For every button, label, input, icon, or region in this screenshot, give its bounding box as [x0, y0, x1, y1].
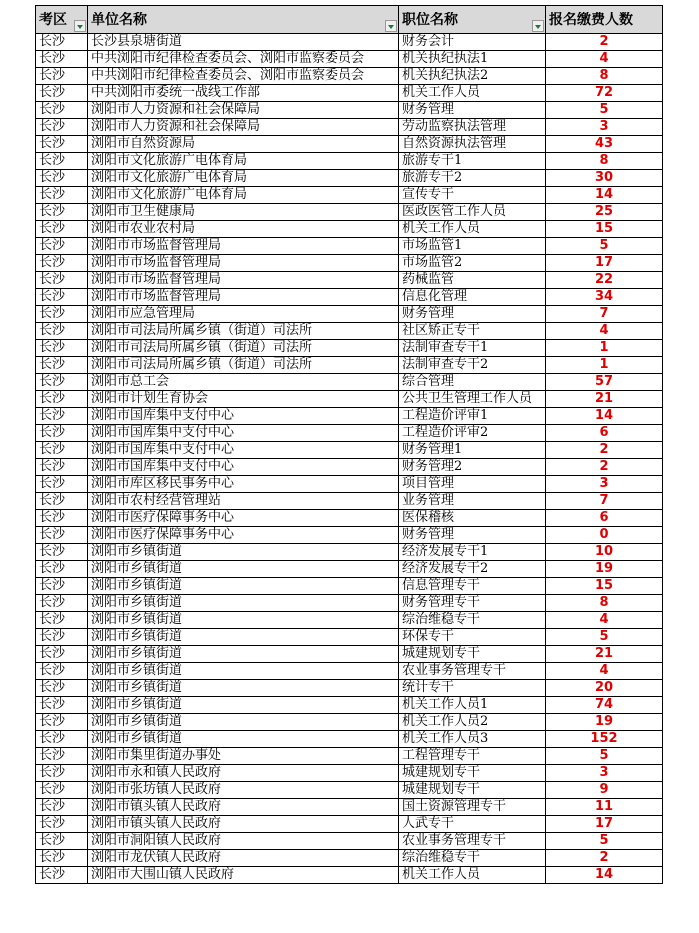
unit-cell: 浏阳市国库集中支付中心 — [88, 442, 399, 459]
position-cell: 财务管理2 — [399, 459, 546, 476]
count-cell: 17 — [546, 816, 663, 833]
table-row — [36, 510, 663, 527]
count-cell: 1 — [546, 357, 663, 374]
position-cell: 人武专干 — [399, 816, 546, 833]
district-cell: 长沙 — [36, 459, 88, 476]
unit-cell: 浏阳市自然资源局 — [88, 136, 399, 153]
unit-cell: 浏阳市司法局所属乡镇（街道）司法所 — [88, 323, 399, 340]
position-cell: 国土资源管理专干 — [399, 799, 546, 816]
unit-cell: 浏阳市国库集中支付中心 — [88, 425, 399, 442]
count-cell: 15 — [546, 578, 663, 595]
position-cell: 公共卫生管理工作人员 — [399, 391, 546, 408]
position-cell: 机关工作人员 — [399, 867, 546, 884]
table-row — [36, 561, 663, 578]
table-row — [36, 578, 663, 595]
position-cell: 项目管理 — [399, 476, 546, 493]
position-cell: 旅游专干2 — [399, 170, 546, 187]
filter-dropdown-icon[interactable] — [74, 20, 86, 32]
unit-cell: 浏阳市乡镇街道 — [88, 629, 399, 646]
count-cell: 2 — [546, 34, 663, 51]
header-unit — [88, 6, 399, 34]
unit-cell: 中共浏阳市纪律检查委员会、浏阳市监察委员会 — [88, 68, 399, 85]
unit-cell: 浏阳市农业农村局 — [88, 221, 399, 238]
count-cell: 74 — [546, 697, 663, 714]
filter-dropdown-icon[interactable] — [532, 20, 544, 32]
unit-cell: 浏阳市应急管理局 — [88, 306, 399, 323]
table-row — [36, 493, 663, 510]
position-cell: 农业事务管理专干 — [399, 663, 546, 680]
district-cell: 长沙 — [36, 629, 88, 646]
header-count — [546, 6, 663, 34]
unit-cell: 浏阳市国库集中支付中心 — [88, 408, 399, 425]
unit-cell: 浏阳市集里街道办事处 — [88, 748, 399, 765]
position-cell: 经济发展专干1 — [399, 544, 546, 561]
position-cell: 环保专干 — [399, 629, 546, 646]
table-row — [36, 459, 663, 476]
unit-cell: 浏阳市乡镇街道 — [88, 578, 399, 595]
district-cell: 长沙 — [36, 255, 88, 272]
district-cell: 长沙 — [36, 578, 88, 595]
unit-cell: 中共浏阳市纪律检查委员会、浏阳市监察委员会 — [88, 51, 399, 68]
district-cell: 长沙 — [36, 697, 88, 714]
table-row — [36, 170, 663, 187]
table-row — [36, 646, 663, 663]
count-cell: 17 — [546, 255, 663, 272]
unit-cell: 浏阳市洞阳镇人民政府 — [88, 833, 399, 850]
district-cell: 长沙 — [36, 850, 88, 867]
district-cell: 长沙 — [36, 408, 88, 425]
unit-cell: 浏阳市乡镇街道 — [88, 595, 399, 612]
unit-cell: 浏阳市大围山镇人民政府 — [88, 867, 399, 884]
unit-cell: 浏阳市乡镇街道 — [88, 646, 399, 663]
district-cell: 长沙 — [36, 646, 88, 663]
position-cell: 城建规划专干 — [399, 646, 546, 663]
count-cell: 9 — [546, 782, 663, 799]
count-cell: 11 — [546, 799, 663, 816]
district-cell: 长沙 — [36, 510, 88, 527]
filter-dropdown-icon[interactable] — [385, 20, 397, 32]
table-row — [36, 119, 663, 136]
table-row — [36, 867, 663, 884]
district-cell: 长沙 — [36, 833, 88, 850]
district-cell: 长沙 — [36, 136, 88, 153]
count-cell: 14 — [546, 187, 663, 204]
count-cell: 15 — [546, 221, 663, 238]
table-row — [36, 544, 663, 561]
position-cell: 城建规划专干 — [399, 782, 546, 799]
count-cell: 25 — [546, 204, 663, 221]
table-row — [36, 306, 663, 323]
table-row — [36, 340, 663, 357]
unit-cell: 浏阳市市场监督管理局 — [88, 289, 399, 306]
count-cell: 4 — [546, 663, 663, 680]
position-cell: 财务会计 — [399, 34, 546, 51]
count-cell: 5 — [546, 748, 663, 765]
position-cell: 机关工作人员 — [399, 221, 546, 238]
table-row — [36, 697, 663, 714]
position-cell: 业务管理 — [399, 493, 546, 510]
table-row — [36, 442, 663, 459]
unit-cell: 浏阳市乡镇街道 — [88, 731, 399, 748]
district-cell: 长沙 — [36, 51, 88, 68]
position-cell: 机关执纪执法1 — [399, 51, 546, 68]
table-row — [36, 833, 663, 850]
district-cell: 长沙 — [36, 527, 88, 544]
table-row — [36, 102, 663, 119]
district-cell: 长沙 — [36, 34, 88, 51]
unit-cell: 浏阳市医疗保障事务中心 — [88, 527, 399, 544]
table-row — [36, 272, 663, 289]
position-cell: 机关工作人员2 — [399, 714, 546, 731]
district-cell: 长沙 — [36, 204, 88, 221]
count-cell: 5 — [546, 102, 663, 119]
district-cell: 长沙 — [36, 748, 88, 765]
position-cell: 市场监管1 — [399, 238, 546, 255]
unit-cell: 浏阳市张坊镇人民政府 — [88, 782, 399, 799]
count-cell: 19 — [546, 714, 663, 731]
unit-cell: 浏阳市国库集中支付中心 — [88, 459, 399, 476]
count-cell: 57 — [546, 374, 663, 391]
count-cell: 6 — [546, 425, 663, 442]
district-cell: 长沙 — [36, 306, 88, 323]
count-cell: 72 — [546, 85, 663, 102]
registration-table — [35, 5, 663, 884]
count-cell: 30 — [546, 170, 663, 187]
count-cell: 4 — [546, 612, 663, 629]
district-cell: 长沙 — [36, 323, 88, 340]
district-cell: 长沙 — [36, 119, 88, 136]
unit-cell: 浏阳市医疗保障事务中心 — [88, 510, 399, 527]
unit-cell: 浏阳市文化旅游广电体育局 — [88, 153, 399, 170]
unit-cell: 浏阳市乡镇街道 — [88, 663, 399, 680]
district-cell: 长沙 — [36, 782, 88, 799]
count-cell: 34 — [546, 289, 663, 306]
unit-cell: 浏阳市乡镇街道 — [88, 612, 399, 629]
position-cell: 农业事务管理专干 — [399, 833, 546, 850]
position-cell: 自然资源执法管理 — [399, 136, 546, 153]
count-cell: 4 — [546, 323, 663, 340]
position-cell: 工程管理专干 — [399, 748, 546, 765]
unit-cell: 浏阳市永和镇人民政府 — [88, 765, 399, 782]
table-row — [36, 238, 663, 255]
position-cell: 统计专干 — [399, 680, 546, 697]
header-position-label: 职位名称 — [402, 11, 458, 28]
header-district-label: 考区 — [39, 11, 67, 28]
district-cell: 长沙 — [36, 357, 88, 374]
table-row — [36, 476, 663, 493]
district-cell: 长沙 — [36, 187, 88, 204]
table-row — [36, 391, 663, 408]
count-cell: 3 — [546, 765, 663, 782]
district-cell: 长沙 — [36, 425, 88, 442]
district-cell: 长沙 — [36, 153, 88, 170]
district-cell: 长沙 — [36, 68, 88, 85]
table-row — [36, 408, 663, 425]
district-cell: 长沙 — [36, 680, 88, 697]
district-cell: 长沙 — [36, 374, 88, 391]
count-cell: 5 — [546, 833, 663, 850]
position-cell: 劳动监察执法管理 — [399, 119, 546, 136]
unit-cell: 浏阳市镇头镇人民政府 — [88, 816, 399, 833]
table-row — [36, 612, 663, 629]
table-row — [36, 595, 663, 612]
district-cell: 长沙 — [36, 867, 88, 884]
district-cell: 长沙 — [36, 816, 88, 833]
table-row — [36, 425, 663, 442]
position-cell: 综治维稳专干 — [399, 612, 546, 629]
district-cell: 长沙 — [36, 595, 88, 612]
district-cell: 长沙 — [36, 714, 88, 731]
table-row — [36, 204, 663, 221]
table-row — [36, 136, 663, 153]
position-cell: 财务管理 — [399, 527, 546, 544]
table-row — [36, 765, 663, 782]
unit-cell: 浏阳市总工会 — [88, 374, 399, 391]
count-cell: 8 — [546, 68, 663, 85]
district-cell: 长沙 — [36, 612, 88, 629]
count-cell: 152 — [546, 731, 663, 748]
position-cell: 工程造价评审2 — [399, 425, 546, 442]
unit-cell: 中共浏阳市委统一战线工作部 — [88, 85, 399, 102]
position-cell: 财务管理1 — [399, 442, 546, 459]
table-row — [36, 680, 663, 697]
district-cell: 长沙 — [36, 238, 88, 255]
table-row — [36, 527, 663, 544]
table-row — [36, 34, 663, 51]
position-cell: 综治维稳专干 — [399, 850, 546, 867]
table-row — [36, 153, 663, 170]
table-row — [36, 187, 663, 204]
position-cell: 经济发展专干2 — [399, 561, 546, 578]
district-cell: 长沙 — [36, 561, 88, 578]
unit-cell: 浏阳市计划生育协会 — [88, 391, 399, 408]
count-cell: 1 — [546, 340, 663, 357]
position-cell: 机关执纪执法2 — [399, 68, 546, 85]
position-cell: 综合管理 — [399, 374, 546, 391]
position-cell: 工程造价评审1 — [399, 408, 546, 425]
unit-cell: 浏阳市镇头镇人民政府 — [88, 799, 399, 816]
position-cell: 财务管理 — [399, 306, 546, 323]
position-cell: 机关工作人员3 — [399, 731, 546, 748]
position-cell: 机关工作人员1 — [399, 697, 546, 714]
count-cell: 8 — [546, 153, 663, 170]
unit-cell: 浏阳市司法局所属乡镇（街道）司法所 — [88, 357, 399, 374]
table-row — [36, 357, 663, 374]
position-cell: 法制审查专干1 — [399, 340, 546, 357]
district-cell: 长沙 — [36, 102, 88, 119]
district-cell: 长沙 — [36, 442, 88, 459]
table-row — [36, 850, 663, 867]
unit-cell: 浏阳市人力资源和社会保障局 — [88, 102, 399, 119]
district-cell: 长沙 — [36, 221, 88, 238]
count-cell: 3 — [546, 476, 663, 493]
district-cell: 长沙 — [36, 493, 88, 510]
table-row — [36, 782, 663, 799]
district-cell: 长沙 — [36, 85, 88, 102]
count-cell: 20 — [546, 680, 663, 697]
position-cell: 药械监管 — [399, 272, 546, 289]
district-cell: 长沙 — [36, 272, 88, 289]
unit-cell: 浏阳市乡镇街道 — [88, 544, 399, 561]
position-cell: 旅游专干1 — [399, 153, 546, 170]
table-row — [36, 816, 663, 833]
table-row — [36, 629, 663, 646]
count-cell: 43 — [546, 136, 663, 153]
header-position — [399, 6, 546, 34]
count-cell: 19 — [546, 561, 663, 578]
unit-cell: 浏阳市市场监督管理局 — [88, 272, 399, 289]
table-row — [36, 68, 663, 85]
count-cell: 21 — [546, 646, 663, 663]
count-cell: 5 — [546, 238, 663, 255]
count-cell: 14 — [546, 867, 663, 884]
unit-cell: 长沙县泉塘街道 — [88, 34, 399, 51]
district-cell: 长沙 — [36, 663, 88, 680]
table-row — [36, 748, 663, 765]
table-row — [36, 85, 663, 102]
position-cell: 市场监管2 — [399, 255, 546, 272]
district-cell: 长沙 — [36, 289, 88, 306]
table-row — [36, 374, 663, 391]
count-cell: 5 — [546, 629, 663, 646]
table-row — [36, 731, 663, 748]
unit-cell: 浏阳市市场监督管理局 — [88, 255, 399, 272]
unit-cell: 浏阳市农村经营管理站 — [88, 493, 399, 510]
unit-cell: 浏阳市龙伏镇人民政府 — [88, 850, 399, 867]
position-cell: 宣传专干 — [399, 187, 546, 204]
table-row — [36, 289, 663, 306]
position-cell: 医政医管工作人员 — [399, 204, 546, 221]
table-body — [36, 34, 663, 884]
count-cell: 3 — [546, 119, 663, 136]
count-cell: 2 — [546, 442, 663, 459]
district-cell: 长沙 — [36, 476, 88, 493]
position-cell: 财务管理专干 — [399, 595, 546, 612]
unit-cell: 浏阳市卫生健康局 — [88, 204, 399, 221]
position-cell: 信息化管理 — [399, 289, 546, 306]
district-cell: 长沙 — [36, 544, 88, 561]
district-cell: 长沙 — [36, 799, 88, 816]
header-count-label: 报名缴费人数 — [549, 11, 633, 28]
district-cell: 长沙 — [36, 340, 88, 357]
position-cell: 法制审查专干2 — [399, 357, 546, 374]
header-district — [36, 6, 88, 34]
position-cell: 医保稽核 — [399, 510, 546, 527]
district-cell: 长沙 — [36, 765, 88, 782]
position-cell: 社区矫正专干 — [399, 323, 546, 340]
unit-cell: 浏阳市司法局所属乡镇（街道）司法所 — [88, 340, 399, 357]
unit-cell: 浏阳市乡镇街道 — [88, 561, 399, 578]
header-unit-label: 单位名称 — [91, 11, 147, 28]
header-row — [36, 6, 663, 34]
unit-cell: 浏阳市乡镇街道 — [88, 697, 399, 714]
district-cell: 长沙 — [36, 391, 88, 408]
table-row — [36, 714, 663, 731]
unit-cell: 浏阳市库区移民事务中心 — [88, 476, 399, 493]
count-cell: 8 — [546, 595, 663, 612]
count-cell: 4 — [546, 51, 663, 68]
count-cell: 2 — [546, 850, 663, 867]
unit-cell: 浏阳市文化旅游广电体育局 — [88, 170, 399, 187]
count-cell: 7 — [546, 306, 663, 323]
table-row — [36, 323, 663, 340]
count-cell: 21 — [546, 391, 663, 408]
count-cell: 10 — [546, 544, 663, 561]
count-cell: 6 — [546, 510, 663, 527]
count-cell: 7 — [546, 493, 663, 510]
unit-cell: 浏阳市乡镇街道 — [88, 680, 399, 697]
position-cell: 机关工作人员 — [399, 85, 546, 102]
position-cell: 财务管理 — [399, 102, 546, 119]
unit-cell: 浏阳市市场监督管理局 — [88, 238, 399, 255]
table-row — [36, 221, 663, 238]
position-cell: 城建规划专干 — [399, 765, 546, 782]
table-row — [36, 799, 663, 816]
count-cell: 14 — [546, 408, 663, 425]
count-cell: 0 — [546, 527, 663, 544]
unit-cell: 浏阳市乡镇街道 — [88, 714, 399, 731]
district-cell: 长沙 — [36, 731, 88, 748]
unit-cell: 浏阳市文化旅游广电体育局 — [88, 187, 399, 204]
unit-cell: 浏阳市人力资源和社会保障局 — [88, 119, 399, 136]
count-cell: 2 — [546, 459, 663, 476]
table-row — [36, 255, 663, 272]
count-cell: 22 — [546, 272, 663, 289]
district-cell: 长沙 — [36, 170, 88, 187]
table-row — [36, 51, 663, 68]
table-row — [36, 663, 663, 680]
position-cell: 信息管理专干 — [399, 578, 546, 595]
